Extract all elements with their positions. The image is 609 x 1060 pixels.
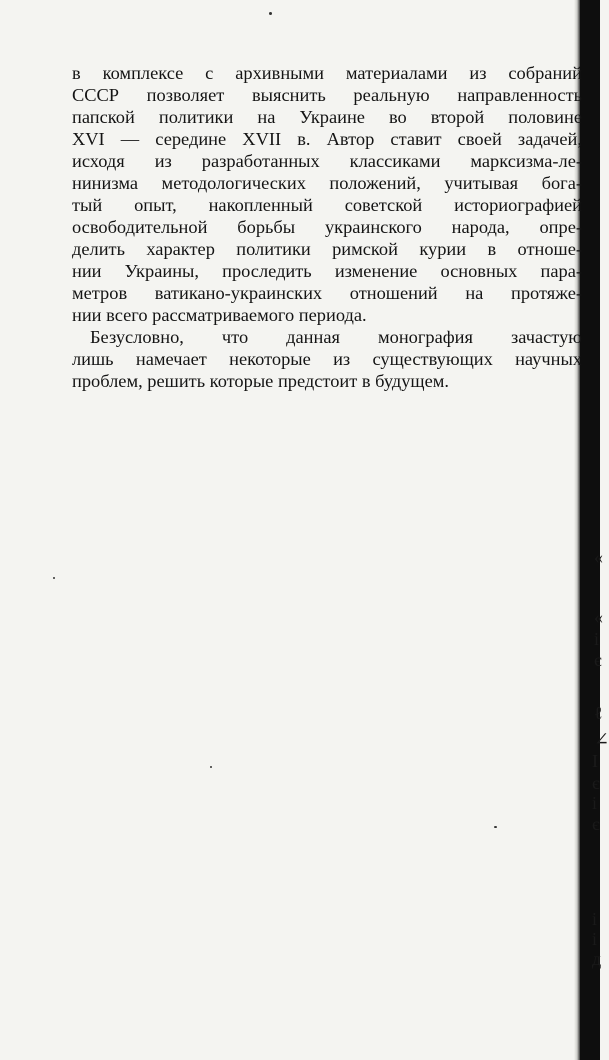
- facing-page-fragment: є: [594, 650, 602, 670]
- facing-page-fragment: I: [592, 751, 598, 771]
- facing-page-fragment: і: [592, 793, 598, 813]
- scan-speck: [494, 826, 497, 828]
- text-line: проблем, решить которые предстоит в будущем.: [72, 371, 449, 391]
- scan-speck: [269, 12, 272, 15]
- facing-page-fragment: ∠: [594, 729, 609, 749]
- text-line: Безусловно, что данная монография зачастую: [90, 327, 582, 347]
- scan-speck: [53, 577, 55, 579]
- paragraph-2: [72, 326, 582, 392]
- facing-page-fragment: ℓ: [594, 703, 603, 723]
- text-line: освободительной борьбы украинского народа, опре-: [72, 217, 582, 237]
- text-line: тый опыт, накопленный советской историографией: [72, 195, 582, 215]
- facing-page-fragment: і: [592, 929, 598, 949]
- text-line: нии всего рассматриваемого периода.: [72, 305, 367, 325]
- text-line: папской политики на Украине во второй половине: [72, 107, 582, 127]
- paragraph-1: [72, 62, 582, 326]
- text-line: нинизма методологических положений, учитывая бога-: [72, 173, 582, 193]
- text-line: лишь намечает некоторые из существующих научных: [72, 349, 582, 369]
- facing-page-fragment: «: [594, 547, 603, 567]
- text-line: исходя из разработанных классиками марксизма-ле-: [72, 151, 582, 171]
- scan-speck: [210, 766, 212, 768]
- page-body-text: [72, 62, 582, 392]
- text-line: XVI — середине XVII в. Автор ставит своей задачей,: [72, 129, 582, 149]
- facing-page-fragment: д: [592, 949, 602, 969]
- facing-page-fragment: є: [592, 814, 600, 834]
- text-line: метров ватикано-украинских отношений на протяже-: [72, 283, 582, 303]
- text-line: в комплексе с архивными материалами из собраний: [72, 63, 582, 83]
- text-line: СССР позволяет выяснить реальную направленность: [72, 85, 582, 105]
- text-line: нии Украины, проследить изменение основных пара-: [72, 261, 582, 281]
- facing-page-fragment: «: [594, 607, 603, 627]
- facing-page-fragment: і: [592, 909, 598, 929]
- facing-page-fragment: є: [592, 773, 600, 793]
- facing-page-fragment: і: [594, 629, 600, 649]
- page-gutter: [580, 0, 600, 1060]
- text-line: делить характер политики римской курии в отноше-: [72, 239, 582, 259]
